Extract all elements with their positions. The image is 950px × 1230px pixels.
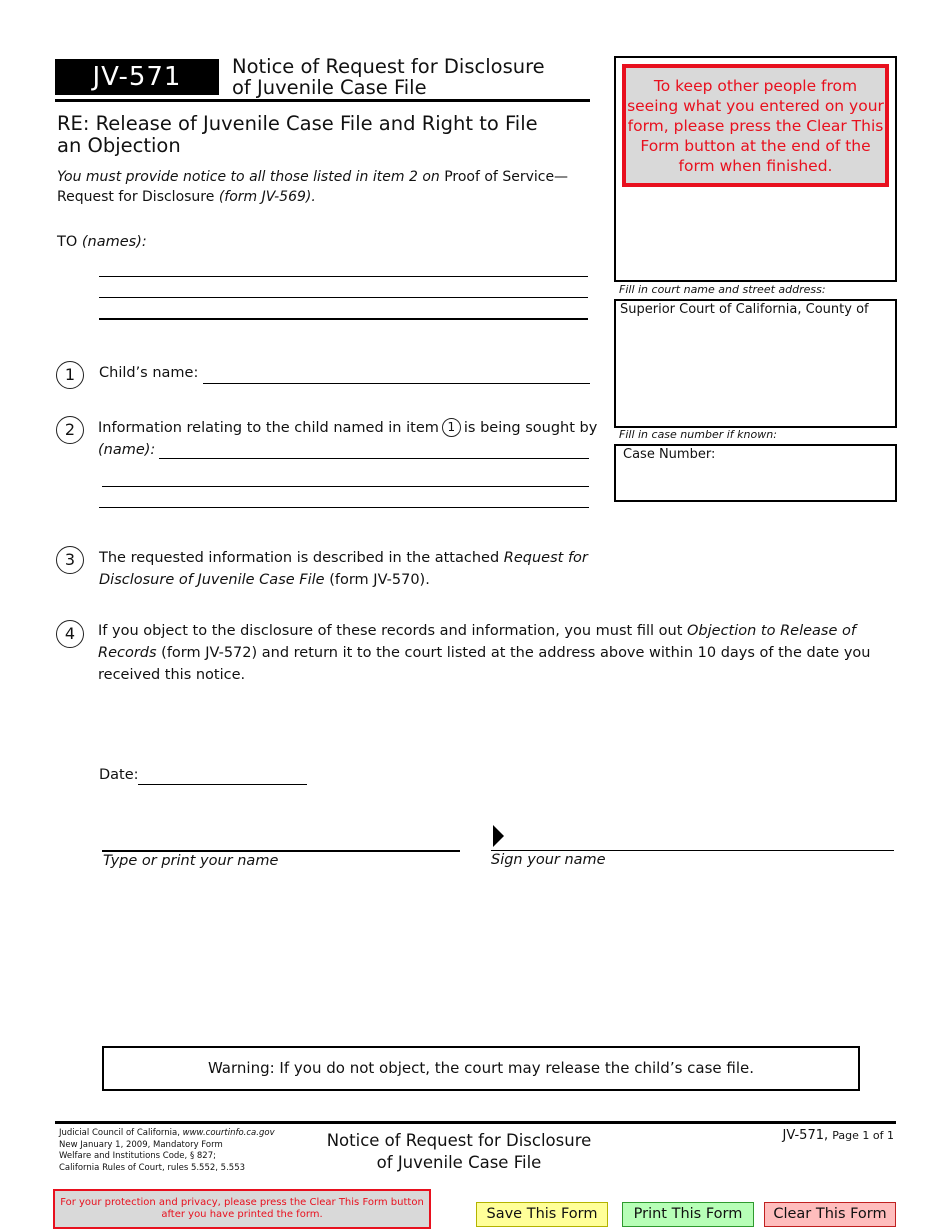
footer-council	[59, 1128, 309, 1140]
item-2-text-a: Information relating to the child named in item	[98, 420, 439, 436]
instruction-part1: You must provide notice to all those listed in item 2 on	[57, 169, 440, 185]
privacy-notice: To keep other people from seeing what you entered on your form, please press the Clear This Form button at the end of the form when finished.	[622, 64, 889, 187]
footer-divider	[55, 1121, 896, 1124]
header-divider	[55, 99, 590, 102]
save-form-button[interactable]: Save This Form	[476, 1202, 608, 1227]
form-number-badge: JV-571	[55, 59, 219, 95]
re-heading-line2: an Objection	[57, 134, 181, 157]
requester-name-label: (name):	[98, 442, 156, 458]
footer-form-number: JV-571,	[782, 1128, 829, 1143]
case-number-text: Case Number:	[623, 447, 716, 462]
instruction-part2: Proof of Service—	[439, 169, 569, 185]
court-address-field[interactable]	[614, 299, 897, 428]
footer-form-status: New January 1, 2009, Mandatory Form	[59, 1139, 223, 1150]
item-2-number: 2	[56, 416, 84, 444]
item-2-text	[98, 417, 598, 461]
footer-rules: California Rules of Court, rules 5.552, 5.553	[59, 1162, 246, 1173]
sign-here-arrow-icon	[493, 825, 504, 847]
clear-form-button[interactable]: Clear This Form	[764, 1202, 896, 1227]
item-4-title: Objection to Release of Records	[98, 623, 856, 661]
form-title-line2: of Juvenile Case File	[232, 76, 427, 99]
warning-box: Warning: If you do not object, the court may release the child’s case file.	[102, 1046, 860, 1091]
recipient-name-field-2[interactable]	[99, 297, 588, 298]
court-address-label: Fill in court name and street address:	[619, 283, 826, 296]
footer-privacy-note: For your protection and privacy, please press the Clear This Form button after you have printed the form.	[53, 1189, 431, 1229]
item-3-title-b: Disclosure of Juvenile Case File	[99, 572, 325, 588]
date-label: Date:	[99, 767, 139, 783]
service-instruction	[57, 167, 577, 207]
footer-title-line2: of Juvenile Case File	[376, 1153, 542, 1172]
item-4-text-b: (form JV-572) and return it to the court listed at the address above within 10 days of the date you received this notice.	[98, 645, 871, 683]
child-name-label: Child’s name:	[99, 365, 199, 381]
footer-council-url: www.courtinfo.ca.gov	[182, 1128, 275, 1138]
item-3-text-b: (form JV-570).	[329, 572, 430, 588]
item-3-number: 3	[56, 546, 84, 574]
item-3-text-a: The requested information is described in the attached	[99, 550, 500, 566]
to-label-suffix: (names):	[81, 234, 147, 250]
requester-name-field-2[interactable]	[102, 486, 589, 487]
requester-name-field-1[interactable]	[159, 458, 589, 459]
footer-title-line1: Notice of Request for Disclosure	[326, 1131, 592, 1150]
item-3-text	[99, 547, 599, 591]
date-field[interactable]	[138, 784, 307, 785]
item-4-text	[98, 620, 888, 686]
item-3-title-a: Request for	[503, 550, 588, 566]
child-name-field[interactable]	[203, 383, 590, 384]
re-heading-line1: RE: Release of Juvenile Case File and Right to File	[57, 112, 538, 135]
footer-title	[300, 1130, 618, 1174]
footer-page-number: Page 1 of 1	[832, 1129, 894, 1142]
print-form-button[interactable]: Print This Form	[622, 1202, 754, 1227]
to-label	[57, 231, 147, 253]
recipient-name-field-3[interactable]	[99, 318, 588, 320]
re-heading	[57, 113, 597, 157]
item-4-text-a: If you object to the disclosure of these records and information, you must fill out	[98, 623, 683, 639]
court-name-text: Superior Court of California, County of	[620, 302, 869, 317]
printed-name-caption: Type or print your name	[103, 853, 279, 869]
item-4-number: 4	[56, 620, 84, 648]
form-title-line1: Notice of Request for Disclosure	[232, 55, 545, 78]
requester-name-field-3[interactable]	[99, 507, 589, 508]
form-title	[232, 56, 592, 98]
footer-code: Welfare and Institutions Code, § 827;	[59, 1151, 216, 1161]
to-label-text: TO	[57, 234, 78, 250]
signature-caption: Sign your name	[491, 852, 606, 868]
footer-council-name: Judicial Council of California,	[59, 1128, 180, 1138]
footer-page-info	[700, 1128, 894, 1143]
recipient-name-field-1[interactable]	[99, 276, 588, 277]
case-number-label: Fill in case number if known:	[619, 428, 777, 441]
item-2-text-b: is being sought by	[463, 420, 598, 436]
item-1-reference: 1	[442, 418, 461, 437]
footer-legal-info	[59, 1128, 309, 1174]
instruction-part4: (form JV-569).	[214, 189, 316, 205]
instruction-part3: Request for Disclosure	[57, 189, 215, 205]
item-1-number: 1	[56, 361, 84, 389]
